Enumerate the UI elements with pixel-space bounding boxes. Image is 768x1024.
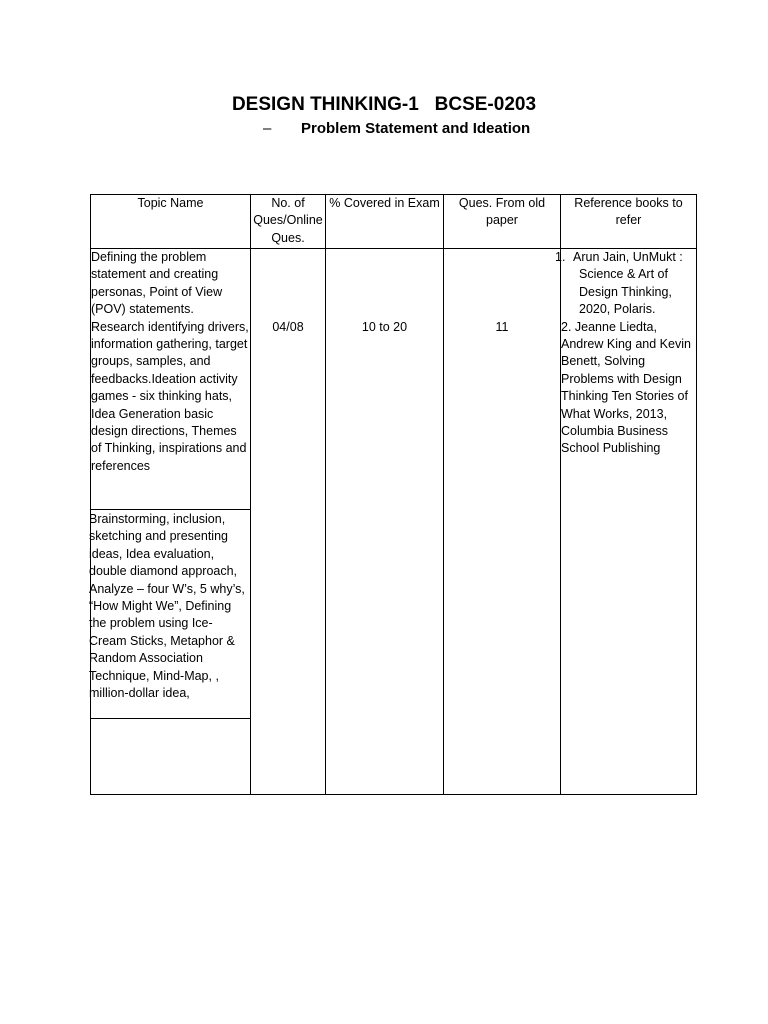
header-covered: % Covered in Exam: [326, 195, 444, 249]
header-questions: No. of Ques/Online Ques.: [251, 195, 326, 249]
topic-cell-2: [91, 510, 251, 719]
old-paper-value: 11: [495, 320, 509, 334]
header-references: Reference books to refer: [561, 195, 697, 249]
document-title: DESIGN THINKING-1 BCSE-0203: [231, 94, 537, 115]
header-topic-name: Topic Name: [91, 195, 251, 249]
references-cell: [555, 249, 697, 795]
subtitle-dash: –: [263, 120, 272, 137]
covered-value: 10 to 20: [361, 320, 408, 334]
header-old-paper: Ques. From old paper: [444, 195, 561, 249]
questions-value: 04/08: [272, 320, 304, 334]
old-paper-cell: [444, 249, 561, 795]
reference-1-number: 1.: [555, 250, 566, 264]
questions-cell: [251, 249, 326, 795]
syllabus-table: [90, 194, 697, 795]
subtitle-text: Problem Statement and Ideation: [301, 120, 531, 137]
reference-1-text: Arun Jain, UnMukt : Science & Art of Design Thinking, 2020, Polaris.: [573, 250, 683, 317]
topic-cell-1: Defining the problem statement and creating personas, Point of View (POV) statements. Research identifying drivers, information gathering, target groups, samples, and feedbacks.Ideation activity games - six thinking hats, Idea Generation basic design directions, Themes of Thinking, inspirations and references: [91, 249, 251, 510]
reference-item-1: [555, 249, 696, 319]
document-subtitle: [263, 120, 530, 137]
table-header-row: [91, 195, 697, 249]
topic-cell-3: [91, 719, 251, 795]
topic-2-text: Brainstorming, inclusion, sketching and presenting ideas, Idea evaluation, double diamond approach, Analyze – four W’s, 5 why’s, “How Might We”, Defining the problem using Ice-Cream Sticks, Metaphor & Random Association Technique, Mind-Map, , million-dollar idea,: [89, 512, 245, 701]
table-row: [91, 249, 697, 510]
reference-item-2: 2. Jeanne Liedta, Andrew King and Kevin Benett, Solving Problems with Design Thinking Ten Stories of What Works, 2013, Columbia Business School Publishing: [561, 319, 691, 456]
covered-cell: [326, 249, 444, 795]
